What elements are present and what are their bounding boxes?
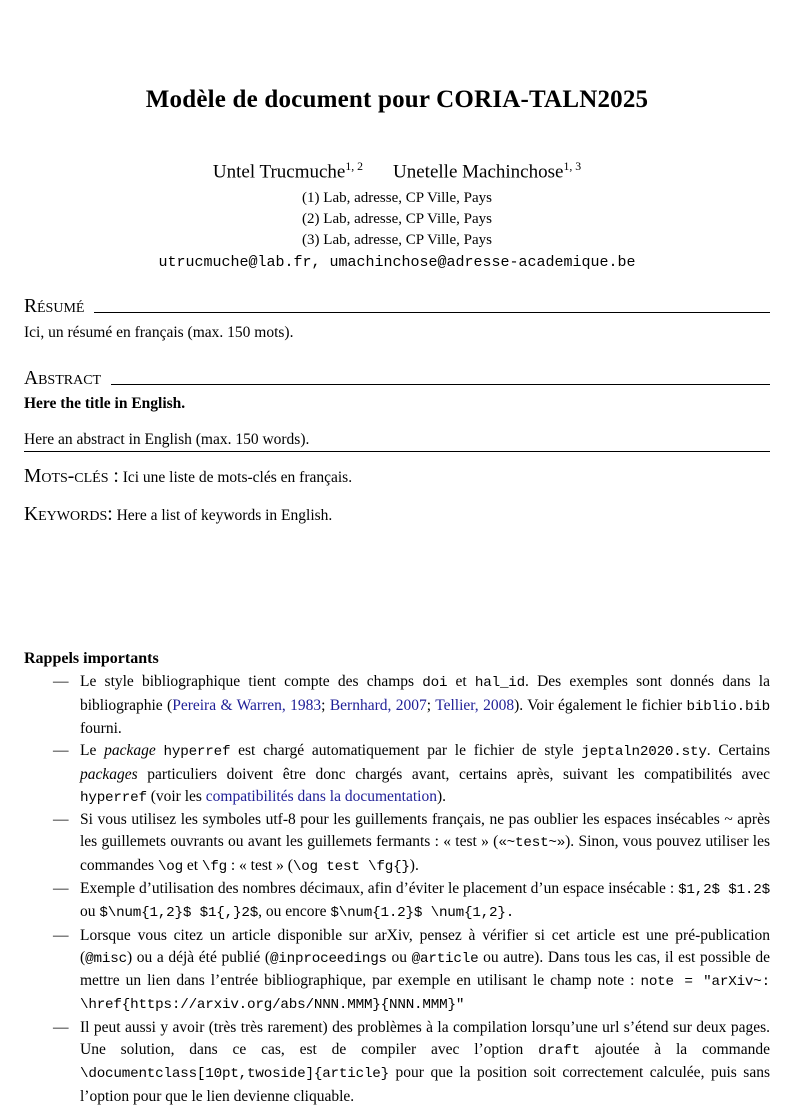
text-run: note = "arXiv~: \href{https://arxiv.org/abs/NNN.MMM}{NNN.MMM}" [80, 974, 770, 1014]
hyperlink[interactable]: Tellier, 2008 [435, 696, 515, 714]
text-run: \og test \fg{} [292, 858, 410, 875]
resume-section-header [24, 296, 770, 318]
text-run: «~test~» [498, 835, 566, 852]
affiliation-line: (1) Lab, adresse, CP Ville, Pays [302, 190, 492, 207]
text-run: : « test » ( [226, 856, 293, 874]
text-run: draft [538, 1043, 580, 1060]
affiliation-line: (3) Lab, adresse, CP Ville, Pays [302, 232, 492, 249]
text-run: @misc [85, 950, 127, 967]
text-run: ajoutée à la commande [579, 1041, 770, 1059]
list-item [24, 878, 770, 925]
text-run: (voir les [146, 787, 206, 805]
text-run: \og [157, 858, 183, 875]
list-item-text [80, 809, 770, 878]
text-run [156, 742, 164, 759]
text-run: particuliers doivent être donc chargés avant, certains après, suivant les compatibilités avec [137, 765, 770, 783]
abstract-rule [111, 384, 770, 385]
text-run: ). [409, 856, 419, 874]
resume-rule [94, 312, 770, 313]
list-item-text [80, 740, 770, 809]
text-run: . Certains [706, 742, 770, 760]
mots-cles-line [24, 465, 770, 490]
abstract-text: Here an abstract in English (max. 150 words). [24, 429, 770, 452]
list-item [24, 1017, 770, 1108]
abstract-label: Abstract [24, 368, 102, 390]
resume-label: Résumé [24, 296, 85, 318]
text-run: $1,2$ $1.2$ [678, 882, 770, 898]
text-run: 1, 2 [345, 160, 364, 173]
text-run: Lorsque vous citez un article disponible sur arXiv, pensez à vérifier si cet article est une pré-publication ( [80, 926, 770, 966]
hyperlink[interactable]: Pereira & Warren, 1983 [172, 696, 322, 714]
text-run: \fg [201, 858, 227, 875]
abstract-section-header [24, 368, 770, 390]
paper-title: Modèle de document pour CORIA-TALN2025 [145, 86, 649, 113]
rappels-list [24, 671, 770, 1108]
text-run: et [182, 856, 202, 874]
text-run: $\num{1.2}$ \num{1,2}. [330, 905, 515, 922]
keywords-line [24, 503, 770, 528]
text-run: , ou encore [258, 903, 331, 921]
author-emails: utrucmuche@lab.fr, umachinchose@adresse-academique.be [158, 254, 636, 272]
dash-bullet-icon: — [53, 880, 69, 897]
dash-bullet-icon: — [53, 926, 69, 944]
text-run: et [447, 673, 475, 691]
resume-text: Ici, un résumé en français (max. 150 mots). [24, 324, 294, 342]
list-item-text [80, 878, 770, 925]
text-run: ou [80, 903, 100, 921]
text-run: ) ou a déjà été publié ( [126, 948, 270, 966]
list-item-text [80, 671, 770, 740]
text-run: ). Sinon, vous pouvez utiliser les commandes [80, 833, 771, 874]
text-run: . Des exemples sont donnés dans la bibliographie ( [80, 673, 770, 714]
list-item [24, 925, 770, 1017]
dash-bullet-icon: — [53, 742, 69, 760]
text-run: Unetelle Machinchose [393, 161, 564, 183]
text-run: jeptaln2020.sty [581, 744, 707, 761]
text-run: pour que la position soit correctement calculée, puis sans l’option pour que le lien devienne cliquable. [80, 1064, 770, 1105]
affiliations-block [24, 188, 770, 251]
text-run: @article [411, 950, 479, 967]
text-run: Exemple d’utilisation des nombres décimaux, afin d’éviter le placement d’un espace insécable : [80, 880, 679, 897]
text-run: package [104, 742, 156, 760]
authors-line [24, 160, 770, 183]
mots-cles-text: Ici une liste de mots-clés en français. [118, 469, 353, 487]
text-run: 1, 3 [563, 160, 582, 173]
text-run: Untel Trucmuche [212, 161, 346, 183]
text-run: doi [422, 675, 448, 692]
text-run: Il peut aussi y avoir (très très rarement) des problèmes à la compilation lorsqu’une url s’étend sur deux pages. Une solution, dans ce cas, est de compiler avec l’option [80, 1018, 770, 1059]
text-run: ). Voir également le fichier [514, 696, 687, 714]
dash-bullet-icon: — [53, 1018, 69, 1036]
text-run: hyperref [80, 789, 147, 806]
list-item [24, 740, 770, 809]
hyperlink[interactable]: Bernhard, 2007 [329, 696, 427, 714]
text-run: ; [321, 696, 330, 714]
text-run: ou [386, 948, 412, 966]
list-item-text [80, 925, 770, 1017]
text-run: Si vous utilisez les symboles utf-8 pour les guillements français, ne pas oublier les espaces insécables ~ après les guillemets ouvrants ou avant les guillemets fermants : « test » ( [80, 811, 770, 851]
affiliation-line: (2) Lab, adresse, CP Ville, Pays [302, 211, 492, 228]
rappels-heading: Rappels importants [24, 650, 159, 668]
text-run: Le style bibliographique tient compte des champs [80, 673, 423, 691]
dash-bullet-icon: — [53, 811, 69, 829]
text-run: hal_id [474, 675, 525, 692]
text-run: ). [436, 787, 446, 805]
text-run: ou autre). Dans tous les cas, il est possible de mettre un lien dans l’entrée bibliographique, par exemple en utilisant le champ note : [80, 948, 771, 990]
list-item [24, 809, 770, 878]
list-item [24, 671, 770, 740]
keywords-label: Keywords: [24, 504, 113, 526]
list-item-text [80, 1017, 770, 1108]
mots-cles-label: Mots-clés : [24, 466, 119, 488]
text-run: fourni. [80, 719, 122, 737]
text-run: Le [80, 742, 105, 760]
text-run: packages [80, 765, 138, 783]
text-run: $\num{1,2}$ $1{,}2$ [99, 905, 259, 922]
text-run: est chargé automatiquement par le fichier de style [230, 742, 582, 760]
hyperlink[interactable]: compatibilités dans la documentation [205, 787, 437, 805]
english-title: Here the title in English. [24, 395, 186, 413]
text-run: biblio.bib [686, 698, 771, 715]
keywords-text: Here a list of keywords in English. [112, 507, 333, 525]
dash-bullet-icon: — [53, 673, 69, 691]
text-run: hyperref [163, 744, 231, 761]
text-run: @inproceedings [269, 950, 387, 967]
text-run: \documentclass[10pt,twoside]{article} [80, 1066, 390, 1083]
text-run: ; [426, 696, 436, 714]
